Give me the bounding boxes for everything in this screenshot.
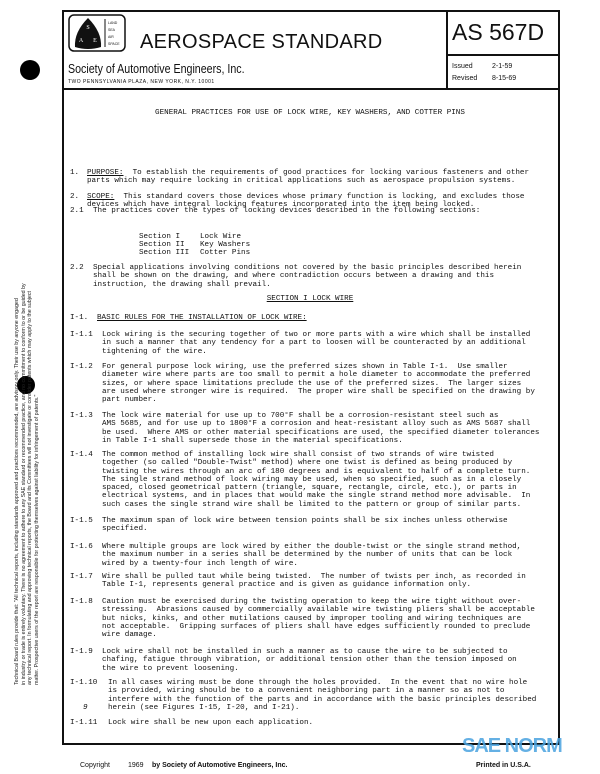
issued-label: Issued [452, 63, 473, 70]
para-purpose [87, 169, 529, 186]
svg-text:E: E [93, 38, 97, 44]
para-text: The lock wire material for use up to 700°F shall be a corrosion-resistant steel such as AMS 5685, and for use up to 1800°F a corrosion and heat-resistant alloy such as AMS 5687 shall be used. Where AMS or other material specifications are used, the specified diameter tolerances in Table I-1 shall supersede those in the material specifications. [102, 412, 540, 445]
sae-logo [68, 14, 126, 57]
issued-date: 2-1-59 [492, 63, 513, 70]
purpose-text: To establish the requirements of good practices for locking various fasteners and other parts which may require locking in critical applications such as aerospace propulsion systems. [87, 169, 530, 186]
scope-text: This standard covers those devices whose primary function is locking, and excludes those devices which have integral locking features incorporated into the item being locked. [87, 193, 525, 210]
para-number: I-1.3 [70, 412, 93, 420]
svg-text:LAND: LAND [108, 21, 118, 25]
svg-text:AIR: AIR [108, 35, 114, 39]
section-name: Section III [139, 249, 190, 257]
divider [62, 88, 558, 90]
notice-line: in industry or trade is entirely voluntary. There is no agreement to adhere to any SAE standard or recommended practice, and no commitment to conform to or be guided by [20, 283, 27, 685]
para-text: Lock wire shall not be installed in such a manner as to cause the wire to be subjected to chafing, fatigue through vibration, or additional tension other than the tension imposed on the wire to prevent loosening. [102, 648, 517, 673]
para-text: Special applications involving conditions not covered by the basic principles described herein shall be shown on the drawing, and where contradiction occurs between a drawing and this instruction, the drawing shall prevail. [93, 264, 522, 289]
para-text: The practices cover the types of locking devices described in the following sections: [93, 207, 481, 215]
document-number: AS 567D [452, 19, 545, 45]
para-number: 2. [70, 193, 80, 201]
copyright-label: Copyright [80, 762, 110, 769]
section-name: Section II [139, 241, 185, 249]
para-text: Where multiple groups are lock wired by either the double-twist or the single strand method, the maximum number in a series shall be determined by the number of units that can be lock wired by a twenty-four inch length of wire. [102, 543, 522, 568]
para-number: I-1. [70, 314, 89, 322]
notice-line: any technical report. In formulating and approving technical reports, the Board and its Committees will not investigate or consider patents which may apply to the subject [27, 291, 34, 685]
section-title: Cotter Pins [200, 249, 251, 257]
section-name: Section I [139, 233, 181, 241]
society-address: TWO PENNSYLVANIA PLAZA, NEW YORK, N.Y. 10001 [68, 79, 215, 85]
para-number: I-1.4 [70, 451, 93, 459]
standard-title: AEROSPACE STANDARD [140, 31, 383, 53]
margin-legal-notice [14, 35, 42, 685]
para-number: I-1.1 [70, 331, 93, 339]
notice-line: Technical Board rules provide that: "All technical reports, including standards approved and practices recommended, are advisory only. Their use by anyone engaged [14, 298, 20, 685]
para-text: For general purpose lock wiring, use the preferred sizes shown in Table I-1. Use smaller diameter wire where parts are too small to permit a hole diameter to accommodate the preferred sizes, or where space limitations preclude the use of the preferred sizes. The larger sizes are used where stronger wire is required. The proper wire shall be specified on the drawing by part number. [102, 363, 535, 405]
para-number: I-1.6 [70, 543, 93, 551]
sae-norm-watermark: SAE NORM [462, 735, 562, 757]
copyright-year: 1969 [128, 762, 144, 769]
para-number: I-1.9 [70, 648, 93, 656]
para-text: The common method of installing lock wire shall consist of two strands of wire twisted together (so called "Double-Twist" method) where one twist is defined as being produced by twisting the wires through an arc of 180 degrees and is equivalent to half of a complete turn. The single strand method of lock wiring may be used, when so specified, such as in a closely spaced, closed geometrical pattern (triangle, square, rectangle, circle, etc.), or parts in electrical systems, and in places that would make the single strand method more advisable. In such cases the single strand wire shall be limited to the pattern or group of similar parts. [102, 451, 531, 509]
para-number: I-1.10 [70, 679, 98, 687]
para-number: I-1.2 [70, 363, 93, 371]
document-title: GENERAL PRACTICES FOR USE OF LOCK WIRE, KEY WASHERS, AND COTTER PINS [155, 109, 465, 117]
rules-heading: BASIC RULES FOR THE INSTALLATION OF LOCK WIRE: [97, 314, 307, 322]
society-name: Society of Automotive Engineers, Inc. [68, 61, 245, 76]
divider [446, 10, 448, 89]
notice-line: matter. Prospective users of the report are responsible for protecting themselves against liability for infringement of patents." [33, 394, 40, 685]
svg-text:A: A [78, 38, 84, 44]
para-text: Wire shall be pulled taut while being twisted. The number of twists per inch, as recorded in Table I-1, represents general practice and is given as guidance information only. [102, 573, 526, 590]
para-text: Caution must be exercised during the twisting operation to keep the wire tight without over- stressing. Abrasions caused by commercially available wire twisting pliers shall be acceptable but nicks, kinks, and other mutilations caused by improper tooling and wiring techniques are not acceptable. Gripping surfaces of pliers shall have edges sufficiently rounded to preclude wire damage. [102, 598, 535, 640]
copyright-holder: by Society of Automotive Engineers, Inc. [152, 762, 288, 769]
para-number: 2.1 [70, 207, 84, 215]
purpose-heading: PURPOSE: [87, 169, 124, 177]
para-number: I-1.11 [70, 719, 98, 727]
section-heading: SECTION I LOCK WIRE [266, 295, 354, 303]
svg-text:S: S [86, 25, 90, 31]
para-number: I-1.7 [70, 573, 93, 581]
para-text: The maximum span of lock wire between tension points shall be six inches unless otherwise specified. [102, 517, 508, 534]
para-text: Lock wire shall be new upon each application. [108, 719, 314, 727]
printed-in: Printed in U.S.A. [476, 762, 531, 769]
para-text: Lock wiring is the securing together of two or more parts with a wire which shall be installed in such a manner that any tendency for a part to loosen will be counteracted by an additional tightening of the wire. [102, 331, 531, 356]
svg-text:SPACE: SPACE [108, 42, 120, 46]
section-title: Lock Wire [200, 233, 242, 241]
para-number: I-1.8 [70, 598, 93, 606]
para-number: 1. [70, 169, 80, 177]
divider [446, 54, 558, 56]
revised-date: 8-15-69 [492, 75, 517, 82]
margin-mark: 9 [83, 704, 88, 712]
svg-text:SEA: SEA [108, 28, 116, 32]
scope-heading: SCOPE: [87, 193, 115, 201]
para-number: 2.2 [70, 264, 84, 272]
para-number: I-1.5 [70, 517, 93, 525]
para-text: In all cases wiring must be done through the holes provided. In the event that no wire hole is provided, wiring should be to a convenient neighboring part in a manner so as not to interfere with the function of the parts and in accordance with the basic principles described herein (see Figures I-15, I-20, and I-21). [108, 679, 537, 712]
revised-label: Revised [452, 75, 478, 82]
section-title: Key Washers [200, 241, 251, 249]
